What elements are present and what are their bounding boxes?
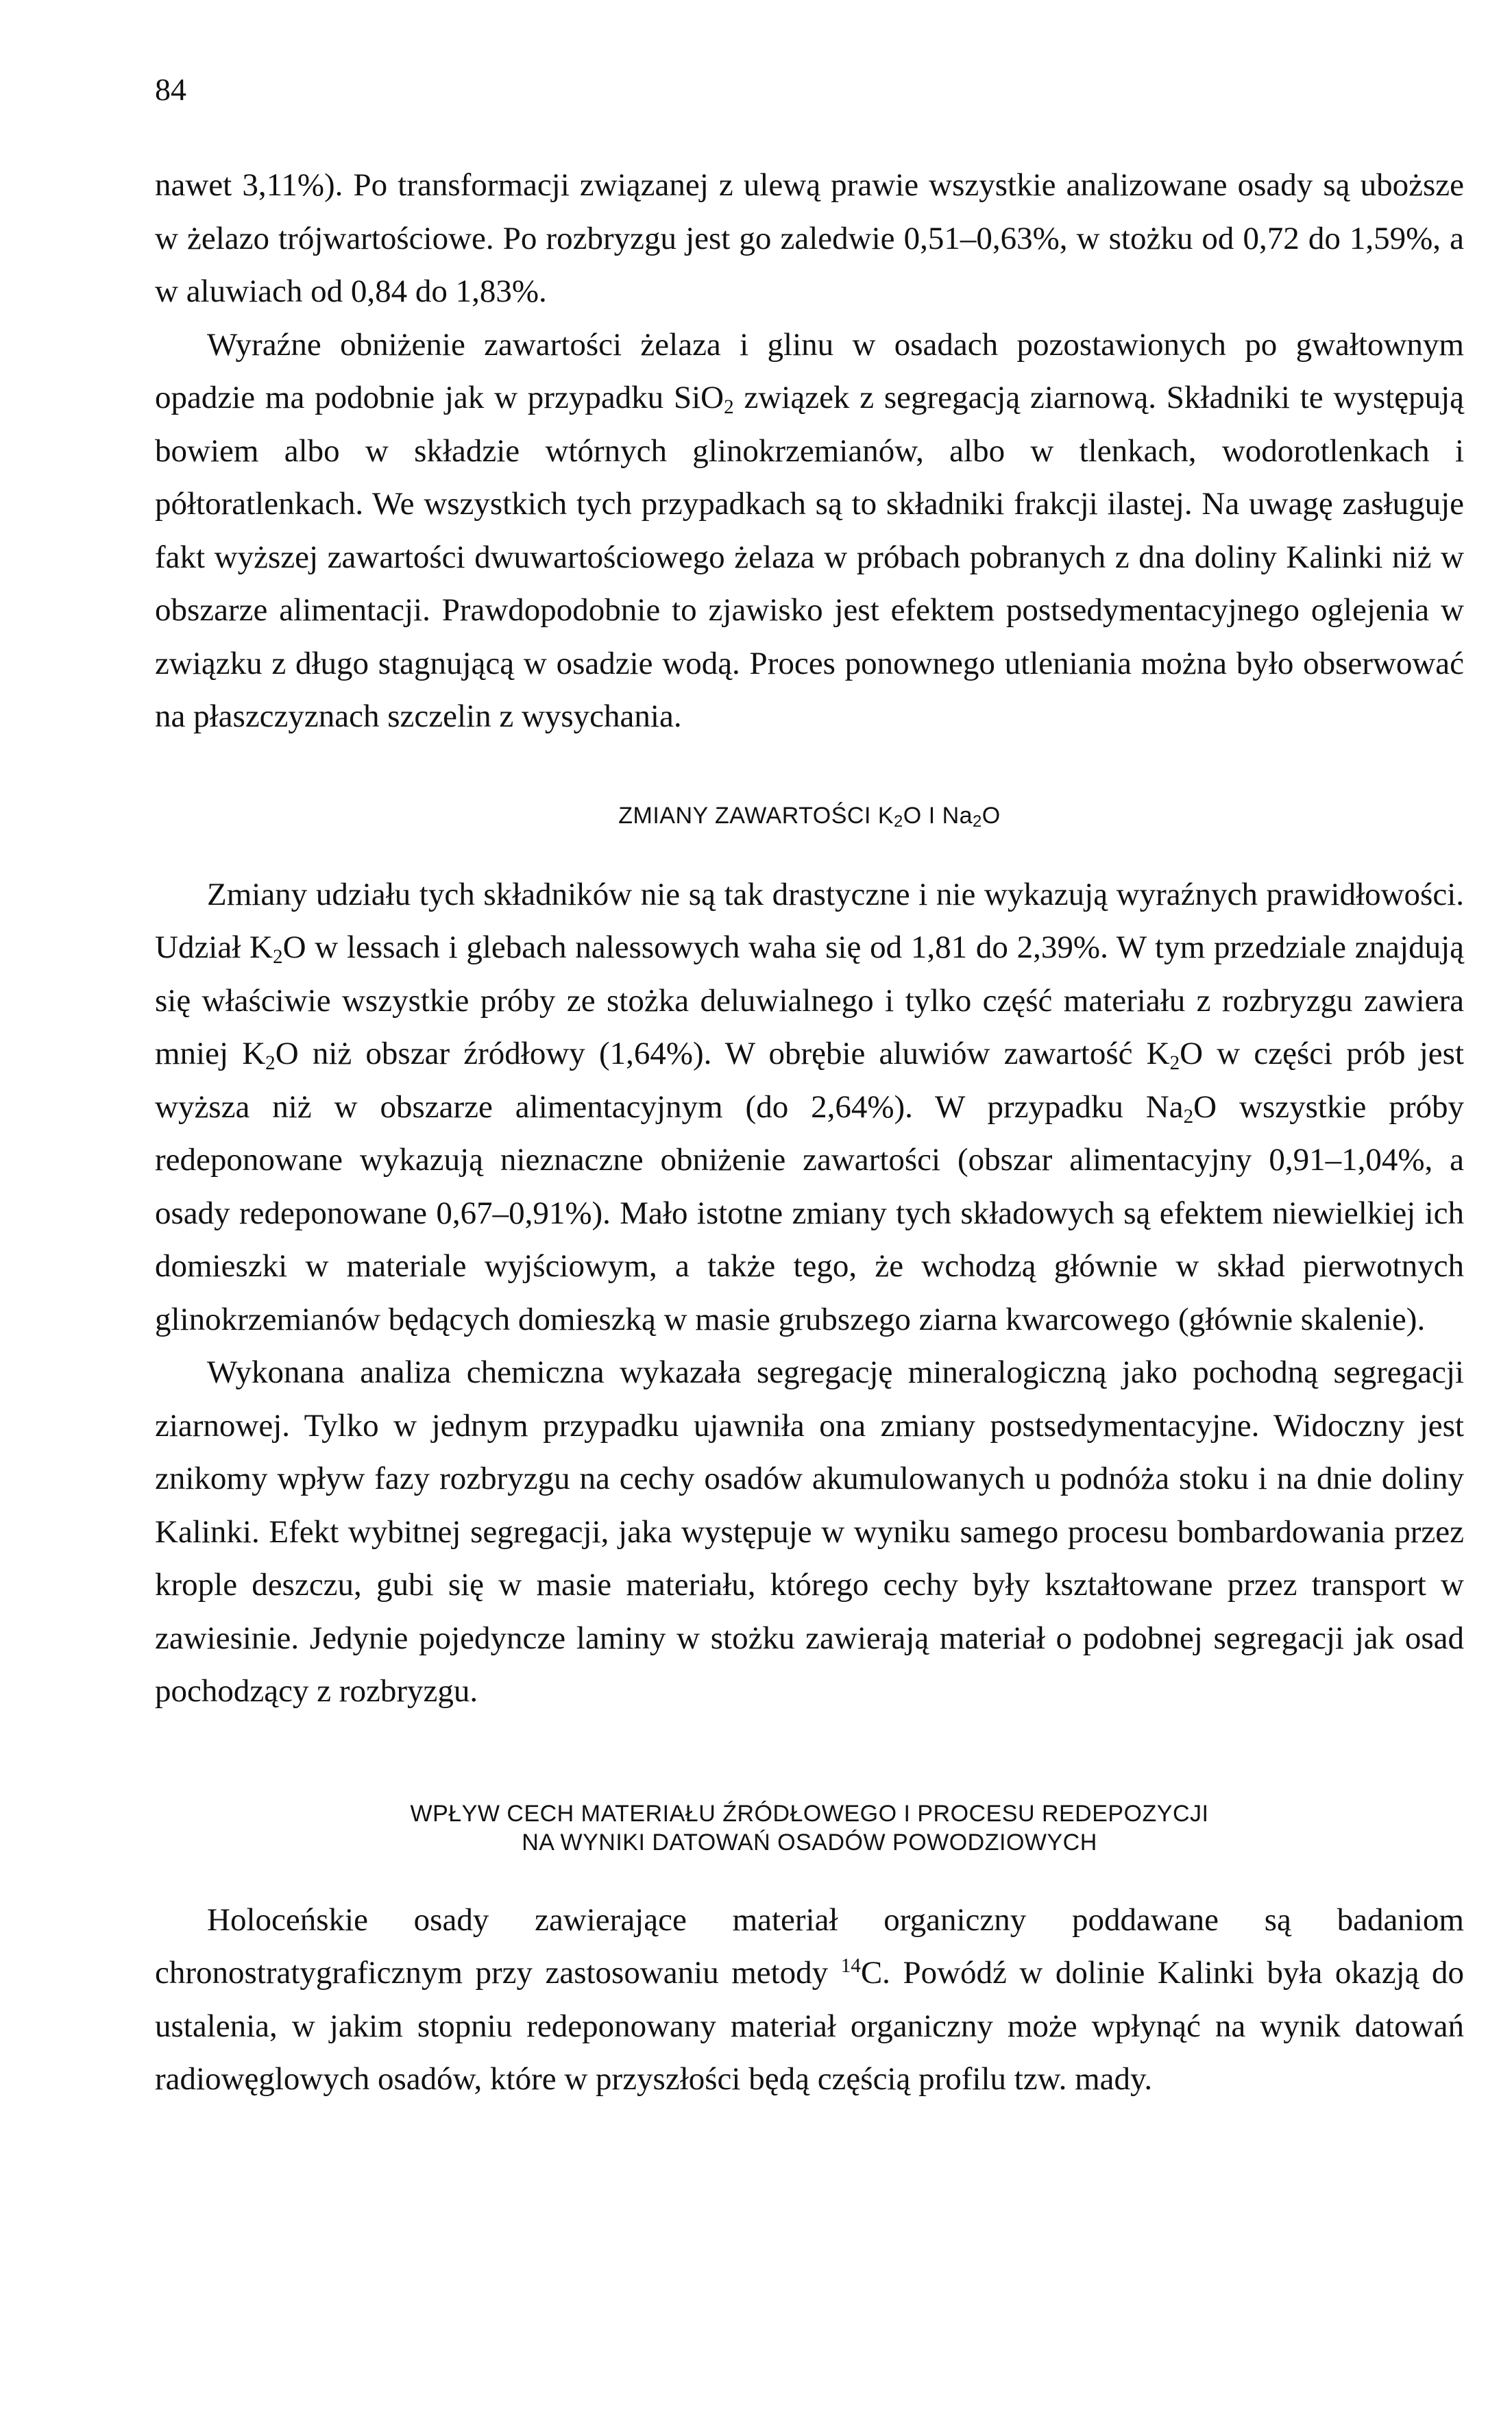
paragraph-text: C. Powódź w dolinie Kalinki była okazją do ustalenia, w jakim stopniu redeponowany materiał organiczny może wpłynąć na wynik datowań radiowęglowych osadów, które w przyszłości będą częścią profilu tzw. mady.: [155, 1955, 1464, 2097]
paragraph-k2o-na2o: [155, 868, 1464, 1347]
paragraph-text: O wszystkie próby redeponowane wykazują nieznaczne obniżenie zawartości (obszar alimentacyjny 0,91–1,04%, a osady redeponowane 0,67–0,91%). Mało istotne zmiany tych składowych są efektem niewielkiej ich domieszki w materiale wyjściowym, a także tego, że wchodzą głównie w skład pierwotnych glinokrzemianów będących domieszką w masie grubszego ziarna kwarcowego (głównie skalenie).: [155, 1089, 1464, 1337]
subscript: 2: [265, 1052, 276, 1075]
paragraph-chemical-analysis: Wykonana analiza chemiczna wykazała segregację mineralogiczną jako pochodną segregacji ziarnowej. Tylko w jednym przypadku ujawniła ona zmiany postsedymentacyjne. Widoczny jest znikomy wpływ fazy rozbryzgu na cechy osadów akumulowanych u podnóża stoku i na dnie doliny Kalinki. Efekt wybitnej segregacji, jaka występuje w wyniku samego procesu bombardowania przez krople deszczu, gubi się w masie materiału, którego cechy były kształtowane przez transport w zawiesinie. Jedynie pojedyncze laminy w stożku zawierają materiał o podobnej segregacji jak osad pochodzący z rozbryzgu.: [155, 1354, 1464, 1709]
subscript: 2: [724, 396, 734, 419]
heading-line: NA WYNIKI DATOWAŃ OSADÓW POWODZIOWYCH: [522, 1829, 1097, 1856]
heading-text: O I Na: [903, 802, 973, 829]
section-heading-k2o-na2o: [155, 801, 1464, 830]
heading-line: WPŁYW CECH MATERIAŁU ŹRÓDŁOWEGO I PROCESU REDEPOZYCJI: [410, 1800, 1209, 1827]
subscript: 2: [894, 812, 903, 831]
paragraph-iron-aluminium: [155, 319, 1464, 744]
section-heading-source-material: [155, 1799, 1464, 1857]
heading-text: O: [981, 802, 1001, 829]
subscript: 2: [1183, 1105, 1194, 1128]
paragraph-text: związek z segregacją ziarnową. Składniki te występują bowiem albo w składzie wtórnych glinokrzemianów, albo w tlenkach, wodorotlenkach i półtoratlenkach. We wszystkich tych przypadkach są to składniki frakcji ilastej. Na uwagę zasługuje fakt wyższej zawartości dwuwartościowego żelaza w próbach pobranych z dna doliny Kalinki niż w obszarze alimentacji. Prawdopodobnie to zjawisko jest efektem postsedymentacyjnego oglejenia w związku z długo stagnującą w osadzie wodą. Proces ponownego utleniania można było obserwować na płaszczyznach szczelin z wysychania.: [155, 380, 1464, 734]
superscript: 14: [840, 1954, 861, 1977]
subscript: 2: [1169, 1052, 1180, 1075]
paragraph-text: Zmiany udziału tych składników nie są tak drastyczne i nie wykazują wyraźnych prawidłowości. Udział K: [155, 876, 1464, 965]
page-number: 84: [155, 72, 186, 107]
paragraph-text: O w części prób jest wyższa niż w obszarze alimentacyjnym (do 2,64%). W przypadku Na: [155, 1036, 1464, 1125]
paragraph-iron-continuation: nawet 3,11%). Po transformacji związanej z ulewą prawie wszystkie analizowane osady są uboższe w żelazo trójwartościowe. Po rozbryzgu jest go zaledwie 0,51–0,63%, w stożku od 0,72 do 1,59%, a w aluwiach od 0,84 do 1,83%.: [155, 167, 1464, 309]
paragraph-text: Holoceńskie osady zawierające materiał organiczny poddawane są badaniom chronostratygraficznym przy zastosowaniu metody: [155, 1901, 1464, 1991]
page-body: [155, 159, 1464, 2106]
subscript: 2: [273, 946, 283, 969]
paragraph-text: Wyraźne obniżenie zawartości żelaza i glinu w osadach pozostawionych po gwałtownym opadzie ma podobnie jak w przypadku SiO: [155, 326, 1464, 415]
subscript: 2: [973, 812, 982, 831]
heading-text: ZMIANY ZAWARTOŚCI K: [618, 802, 894, 829]
paragraph-text: O niż obszar źródłowy (1,64%). W obrębie aluwiów zawartość K: [275, 1036, 1170, 1071]
paragraph-text: O w lessach i glebach nalessowych waha się od 1,81 do 2,39%. W tym przedziale znajdują się właściwie wszystkie próby ze stożka deluwialnego i tylko część materiału z rozbryzgu zawiera mniej K: [155, 929, 1464, 1071]
paragraph-radiocarbon: [155, 1894, 1464, 2106]
